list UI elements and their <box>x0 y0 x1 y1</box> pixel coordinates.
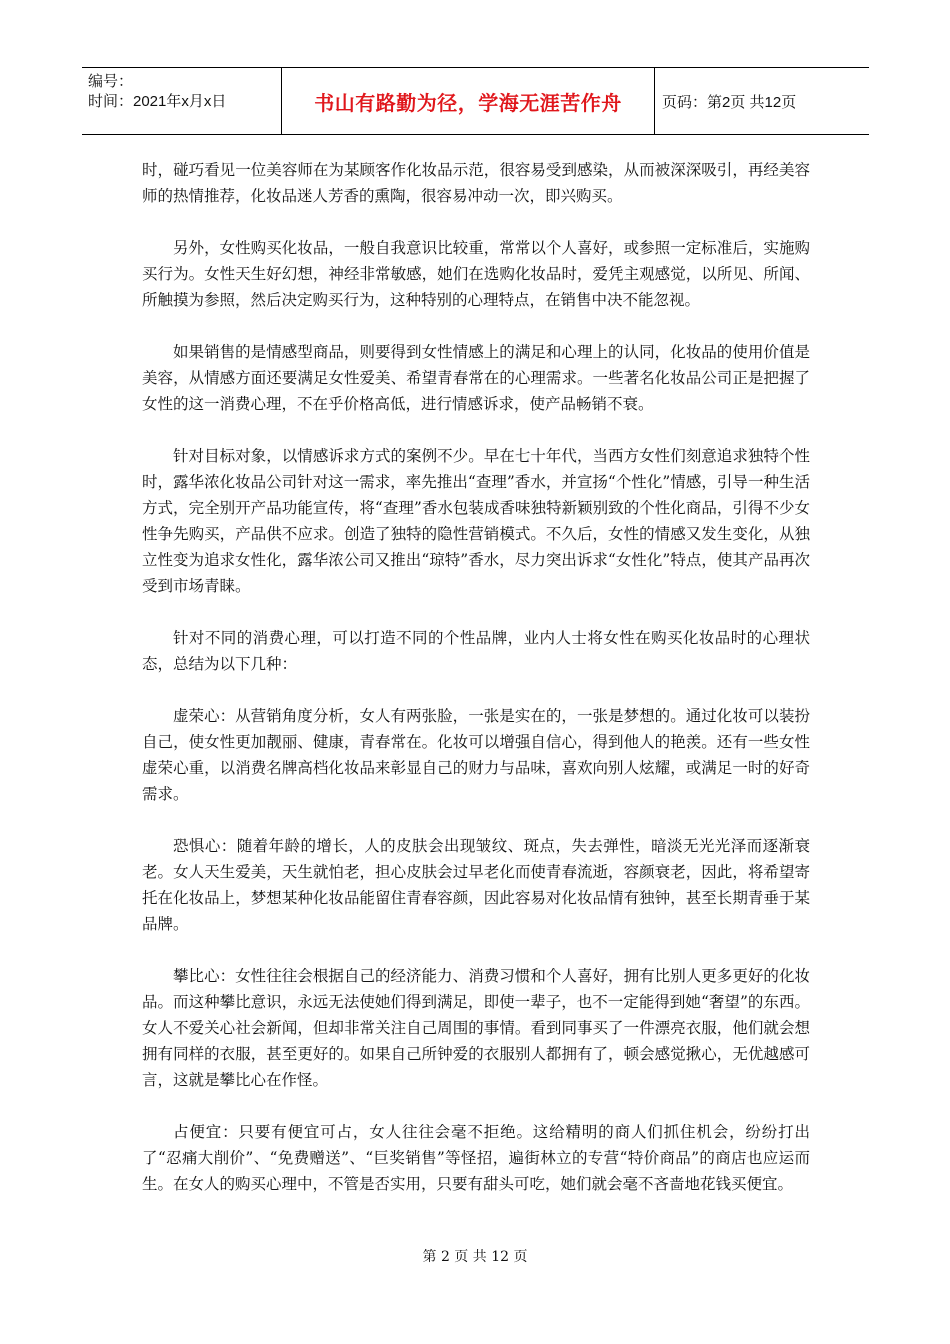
document-number-label: 编号： <box>88 73 134 90</box>
paragraph: 占便宜：只要有便宜可占，女人往往会毫不拒绝。这给精明的商人们抓住机会，纷纷打出了“忍痛大削价”、“免费赠送”、“巨奖销售”等怪招，遍街林立的专营“特价商品”的商店也应运而生。在女人的购买心理中，不管是否实用，只要有甜头可吃，她们就会毫不吝啬地花钱买便宜。 <box>142 1123 810 1193</box>
page-header <box>82 67 869 135</box>
document-date: 时间：2021年x月x日 <box>88 93 227 110</box>
paragraph-continued: 时，碰巧看见一位美容师在为某顾客作化妆品示范，很容易受到感染，从而被深深吸引，再经美容师的热情推荐，化妆品迷人芳香的熏陶，很容易冲动一次，即兴购买。 <box>142 161 810 205</box>
paragraph: 另外，女性购买化妆品，一般自我意识比较重，常常以个人喜好，或参照一定标准后，实施购买行为。女性天生好幻想，神经非常敏感，她们在选购化妆品时，爱凭主观感觉，以所见、所闻、所触摸为参照，然后决定购买行为，这种特别的心理特点，在销售中决不能忽视。 <box>142 239 810 309</box>
paragraph: 虚荣心：从营销角度分析，女人有两张脸，一张是实在的，一张是梦想的。通过化妆可以装扮自己，使女性更加靓丽、健康，青春常在。化妆可以增强自信心，得到他人的艳羡。还有一些女性虚荣心重，以消费名牌高档化妆品来彰显自己的财力与品味，喜欢向别人炫耀，或满足一时的好奇需求。 <box>142 707 810 803</box>
paragraph: 针对目标对象，以情感诉求方式的案例不少。早在七十年代，当西方女性们刻意追求独特个性时，露华浓化妆品公司针对这一需求，率先推出“查理”香水，并宣扬“个性化”情感，引导一种生活方式，完全别开产品功能宣传，将“查理”香水包装成香味独特新颖别致的个性化商品，引得不少女性争先购买，产品供不应求。创造了独特的隐性营销模式。不久后，女性的情感又发生变化，从独立性变为追求女性化，露华浓公司又推出“琼特”香水，尽力突出诉求“女性化”特点，使其产品再次受到市场青睐。 <box>142 447 810 595</box>
header-meta-cell <box>82 68 282 134</box>
header-page-info: 页码：第2页 共12页 <box>662 93 797 111</box>
document-body <box>142 157 810 1223</box>
header-motto: 书山有路勤为径，学海无涯苦作舟 <box>282 68 655 134</box>
page-footer: 第 2 页 共 12 页 <box>422 1249 528 1265</box>
paragraph: 恐惧心：随着年龄的增长，人的皮肤会出现皱纹、斑点，失去弹性，暗淡无光光泽而逐渐衰老。女人天生爱美，天生就怕老，担心皮肤会过早老化而使青春流逝，容颜衰老，因此，将希望寄托在化妆品上，梦想某种化妆品能留住青春容颜，因此容易对化妆品情有独钟，甚至长期青垂于某品牌。 <box>142 837 810 933</box>
paragraph: 针对不同的消费心理，可以打造不同的个性品牌，业内人士将女性在购买化妆品时的心理状态，总结为以下几种： <box>142 629 810 673</box>
paragraph: 攀比心：女性往往会根据自己的经济能力、消费习惯和个人喜好，拥有比别人更多更好的化妆品。而这种攀比意识，永远无法使她们得到满足，即使一辈子，也不一定能得到她“奢望”的东西。女人不爱关心社会新闻，但却非常关注自己周围的事情。看到同事买了一件漂亮衣服，他们就会想拥有同样的衣服，甚至更好的。如果自己所钟爱的衣服别人都拥有了，顿会感觉揪心，无优越感可言，这就是攀比心在作怪。 <box>142 967 810 1089</box>
paragraph: 如果销售的是情感型商品，则要得到女性情感上的满足和心理上的认同，化妆品的使用价值是美容，从情感方面还要满足女性爱美、希望青春常在的心理需求。一些著名化妆品公司正是把握了女性的这一消费心理，不在乎价格高低，进行情感诉求，使产品畅销不衰。 <box>142 343 810 413</box>
